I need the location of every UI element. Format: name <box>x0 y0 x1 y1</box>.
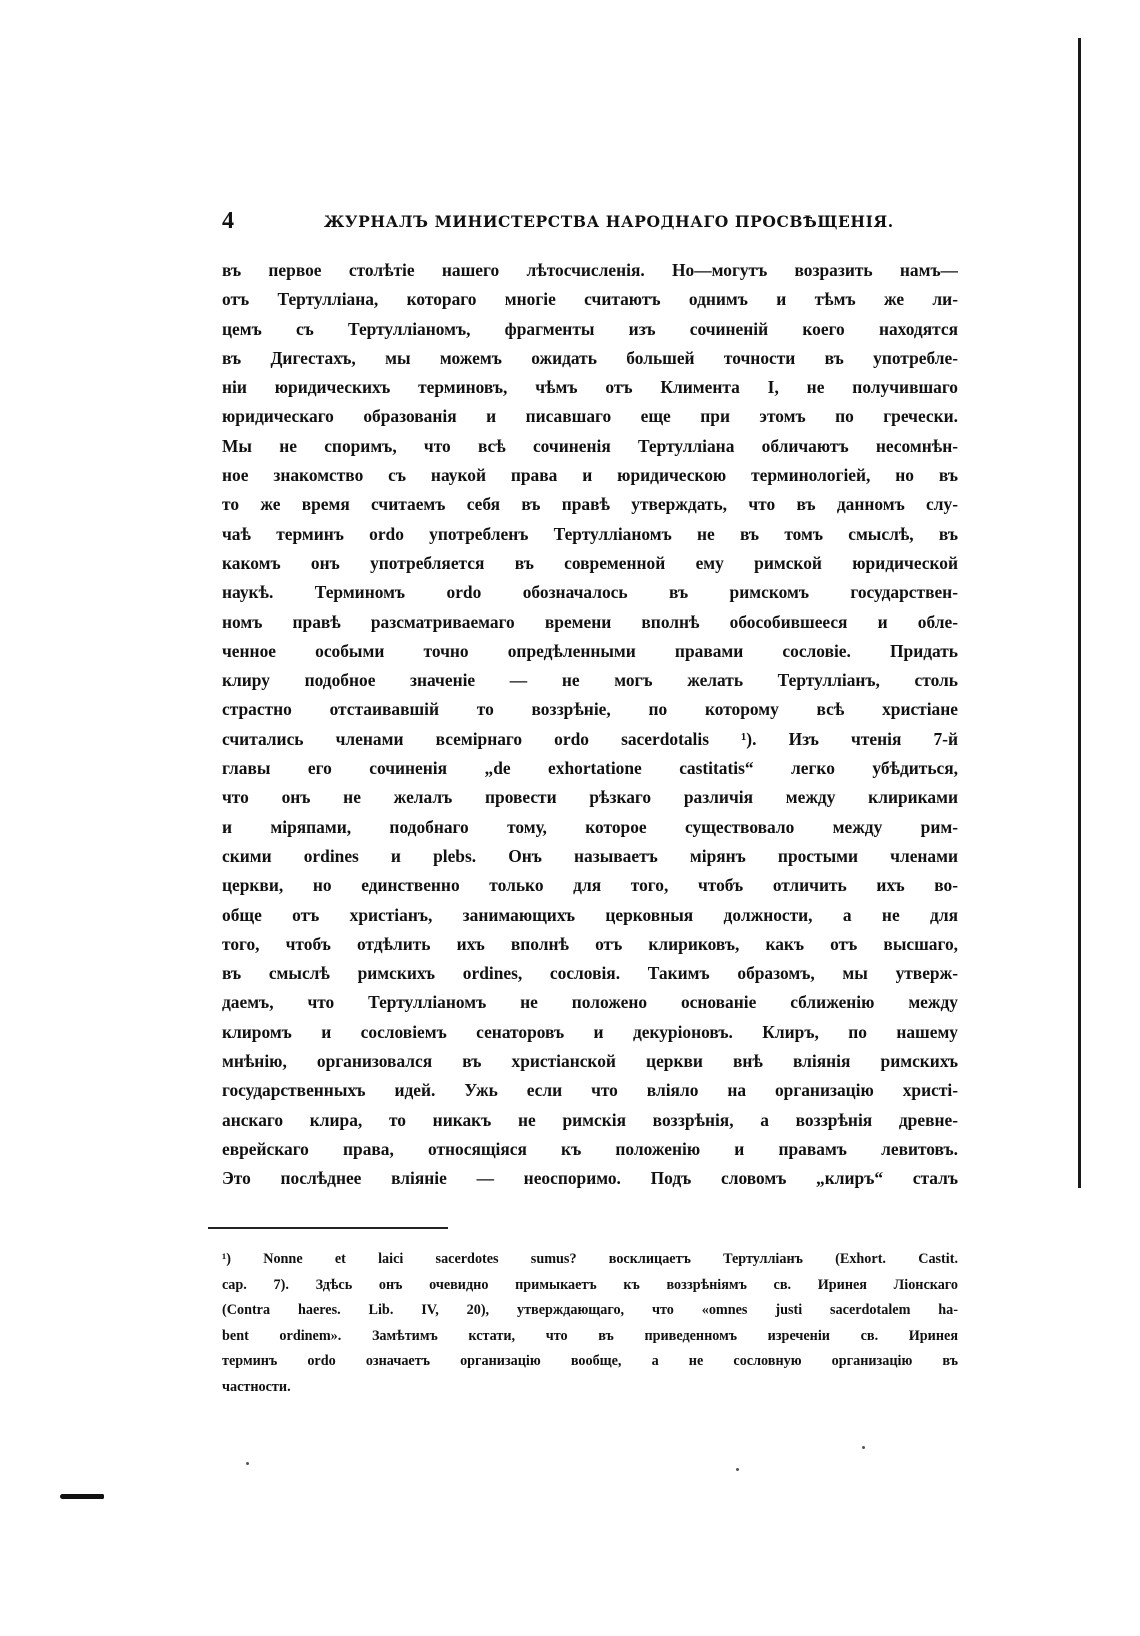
footnote-line: терминъ ordo означаетъ организацію вообще, а не сословную организацію въ <box>222 1353 958 1369</box>
text-line: даемъ, что Тертулліаномъ не положено основаніе сближенію между <box>222 992 958 1013</box>
scan-speck <box>246 1462 249 1465</box>
margin-ink-mark <box>60 1494 104 1499</box>
text-line: ніи юридическихъ терминовъ, чѣмъ отъ Климента I, не получившаго <box>222 377 958 398</box>
text-line: въ первое столѣтіе нашего лѣтосчисленія. Но—могутъ возразить намъ— <box>222 260 958 280</box>
text-line: чаѣ терминъ ordo употребленъ Тертулліаномъ не въ томъ смыслѣ, въ <box>222 523 958 544</box>
footnote-line: ¹) Nonne et laici sacerdotes sumus? восклицаетъ Тертулліанъ (Exhort. Castit. <box>222 1251 958 1267</box>
text-line: церкви, но единственно только для того, чтобъ отличить ихъ во- <box>222 875 958 896</box>
text-line: то же время считаемъ себя въ правѣ утверждать, что въ данномъ слу- <box>222 494 958 515</box>
scan-speck <box>862 1446 865 1449</box>
text-line: главы его сочиненія „de exhortatione castitatis“ легко убѣдиться, <box>222 758 958 779</box>
text-line: Мы не споримъ, что всѣ сочиненія Тертулліана обличаютъ несомнѣн- <box>222 435 958 456</box>
footnote-line: (Contra haeres. Lib. IV, 20), утверждающаго, что «omnes justi sacerdotalem ha- <box>222 1302 958 1318</box>
text-line: считались членами всемірнаго ordo sacerdotalis ¹). Изъ чтенія 7-й <box>222 728 958 749</box>
footnote-line: cap. 7). Здѣсь онъ очевидно примыкаетъ къ воззрѣніямъ св. Иринея Ліонскаго <box>222 1276 958 1293</box>
text-line: клиромъ и сословіемъ сенаторовъ и декуріоновъ. Клиръ, по нашему <box>222 1021 958 1042</box>
text-line: мнѣнію, организовался въ христіанской церкви внѣ вліянія римскихъ <box>222 1051 958 1072</box>
text-line: и міряпами, подобнаго тому, которое существовало между рим- <box>222 816 958 837</box>
footnote-line: частности. <box>222 1378 291 1395</box>
text-line: въ смыслѣ римскихъ ordines, сословія. Такимъ образомъ, мы утверж- <box>222 963 958 984</box>
text-line: что онъ не желалъ провести рѣзкаго различія между клириками <box>222 787 958 808</box>
text-line: анскаго клира, то никакъ не римскія воззрѣнія, а воззрѣнія древне- <box>222 1109 958 1130</box>
page-header <box>212 208 952 236</box>
text-line: Это послѣднее вліяніе — неоспоримо. Подъ словомъ „клиръ“ сталъ <box>222 1168 958 1189</box>
text-line: клиру подобное значеніе — не могъ желать Тертулліанъ, столь <box>222 670 958 691</box>
footnote-separator <box>208 1227 448 1229</box>
page-edge-rule <box>1078 38 1081 1188</box>
text-line: того, чтобъ отдѣлить ихъ вполнѣ отъ клириковъ, какъ отъ высшаго, <box>222 933 958 954</box>
text-line: страстно отстаивавшій то воззрѣніе, по которому всѣ христіане <box>222 699 958 720</box>
text-line: номъ правѣ разсматриваемаго времени вполнѣ обособившееся и обле- <box>222 611 958 632</box>
page-number: 4 <box>222 208 234 234</box>
text-line: отъ Тертулліана, котораго многіе считаютъ однимъ и тѣмъ же ли- <box>222 289 958 310</box>
footnotes <box>222 1247 958 1400</box>
text-line: обще отъ христіанъ, занимающихъ церковныя должности, а не для <box>222 904 958 925</box>
text-line: наукѣ. Терминомъ ordo обозначалось въ римскомъ государствен- <box>222 582 958 603</box>
text-line: цемъ съ Тертулліаномъ, фрагменты изъ сочиненій коего находятся <box>222 318 958 339</box>
running-title: ЖУРНАЛЪ МИНИСТЕРСТВА НАРОДНАГО ПРОСВѢЩЕНІЯ. <box>324 212 894 231</box>
text-line: какомъ онъ употребляется въ современной ему римской юридической <box>222 552 958 573</box>
text-line: ное знакомство съ наукой права и юридическою терминологіей, но въ <box>222 465 958 486</box>
text-line: юридическаго образованія и писавшаго еще при этомъ по гречески. <box>222 406 958 427</box>
text-line: скими ordines и plebs. Онъ называетъ мірянъ простыми членами <box>222 845 958 866</box>
text-line: государственныхъ идей. Ужь если что вліяло на организацію христі- <box>222 1080 958 1101</box>
footnote-line: bent ordinem». Замѣтимъ кстати, что въ приведенномъ изреченіи св. Иринея <box>222 1327 958 1344</box>
main-text <box>222 256 958 1194</box>
text-line: еврейскаго права, относящіяся къ положенію и правамъ левитовъ. <box>222 1138 958 1159</box>
text-line: въ Дигестахъ, мы можемъ ожидать большей точности въ употребле- <box>222 347 958 368</box>
text-line: ченное особыми точно опредѣленными правами сословіе. Придать <box>222 640 958 661</box>
scan-speck <box>736 1468 739 1471</box>
